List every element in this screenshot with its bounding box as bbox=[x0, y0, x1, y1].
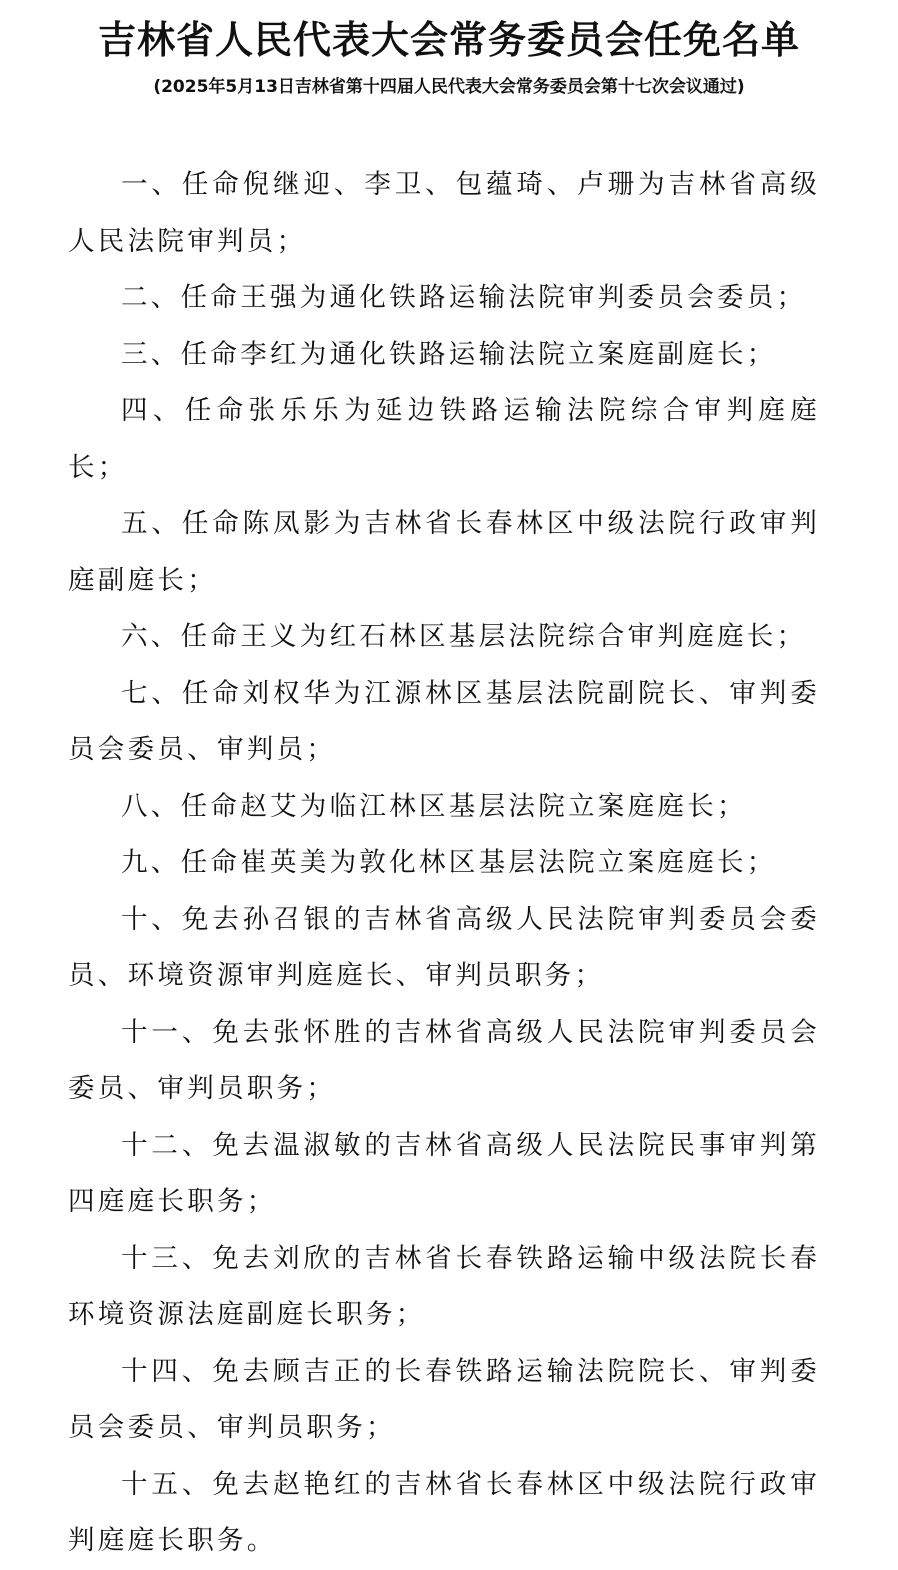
list-item: 四、任命张乐乐为延边铁路运输法院综合审判庭庭长； bbox=[68, 395, 820, 483]
document-body bbox=[68, 157, 820, 1570]
document-subtitle: (2025年5月13日吉林省第十四届人民代表大会常务委员会第十七次会议通过) bbox=[153, 77, 745, 97]
list-item: 十四、免去顾吉正的长春铁路运输法院院长、审判委员会委员、审判员职务； bbox=[68, 1355, 820, 1443]
list-item: 二、任命王强为通化铁路运输法院审判委员会委员； bbox=[121, 282, 807, 313]
list-item: 五、任命陈凤影为吉林省长春林区中级法院行政审判庭副庭长； bbox=[68, 508, 820, 596]
list-item: 七、任命刘权华为江源林区基层法院副院长、审判委员会委员、审判员； bbox=[68, 677, 820, 765]
list-item: 十三、免去刘欣的吉林省长春铁路运输中级法院长春环境资源法庭副庭长职务； bbox=[68, 1242, 820, 1330]
list-item: 十一、免去张怀胜的吉林省高级人民法院审判委员会委员、审判员职务； bbox=[68, 1016, 820, 1104]
list-item: 六、任命王义为红石林区基层法院综合审判庭庭长； bbox=[121, 621, 807, 652]
list-item: 十二、免去温淑敏的吉林省高级人民法院民事审判第四庭庭长职务； bbox=[68, 1129, 820, 1217]
list-item: 十五、免去赵艳红的吉林省长春林区中级法院行政审判庭庭长职务。 bbox=[68, 1468, 820, 1556]
list-item: 十、免去孙召银的吉林省高级人民法院审判委员会委员、环境资源审判庭庭长、审判员职务； bbox=[68, 903, 820, 991]
list-item: 一、任命倪继迎、李卫、包蕴琦、卢珊为吉林省高级人民法院审判员； bbox=[68, 169, 820, 257]
list-item: 九、任命崔英美为敦化林区基层法院立案庭庭长； bbox=[121, 847, 777, 878]
list-item: 三、任命李红为通化铁路运输法院立案庭副庭长； bbox=[121, 338, 777, 370]
document-title: 吉林省人民代表大会常务委员会任免名单 bbox=[97, 18, 800, 62]
list-item: 八、任命赵艾为临江林区基层法院立案庭庭长； bbox=[121, 790, 747, 822]
